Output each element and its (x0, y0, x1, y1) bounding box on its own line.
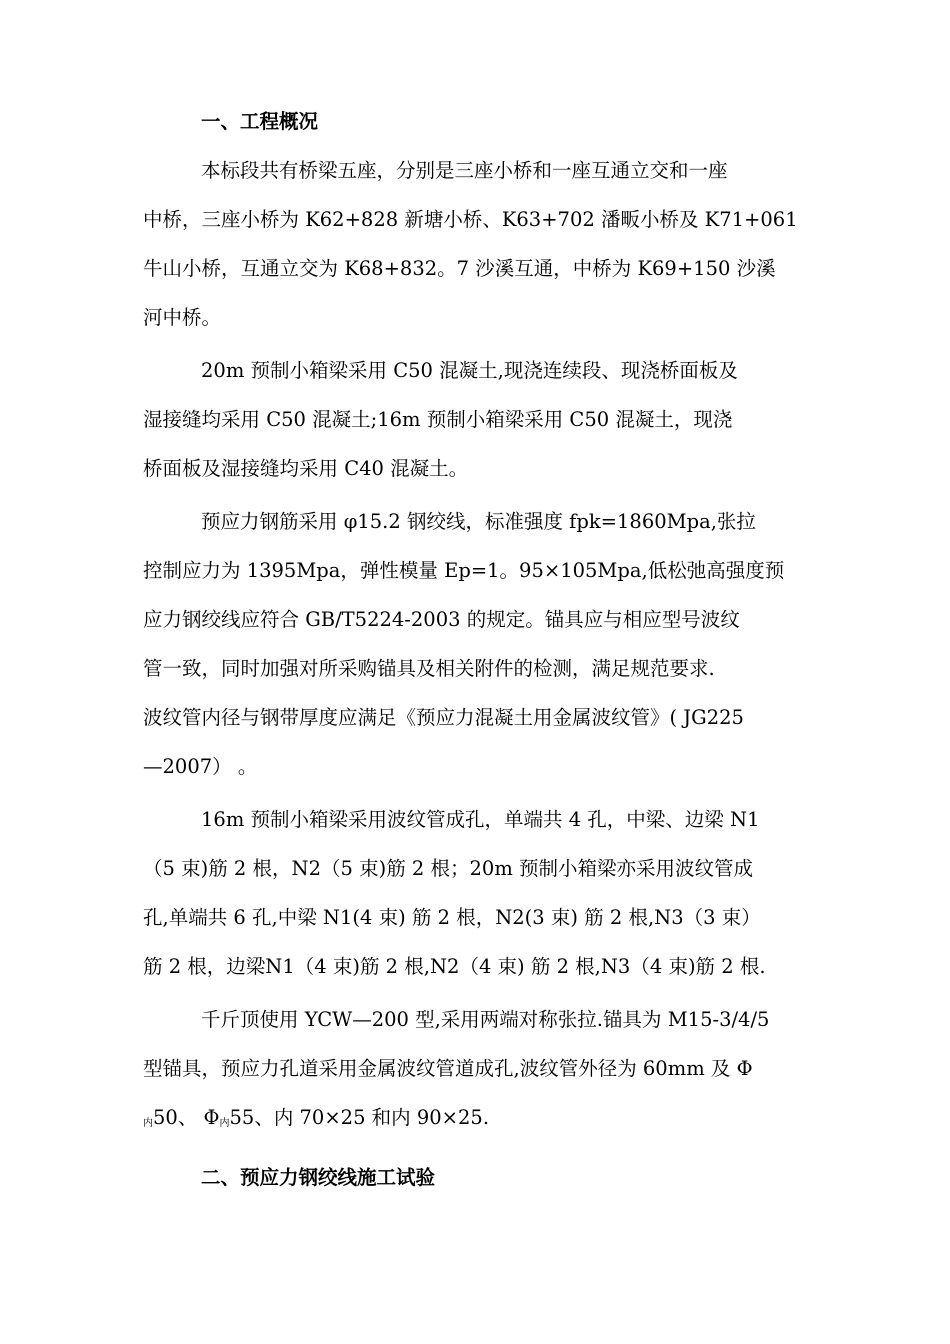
paragraph-ducts (143, 795, 808, 991)
text-line: 本标段共有桥梁五座，分别是三座小桥和一座互通立交和一座 (201, 159, 728, 182)
text-line: 预应力钢筋采用 φ15.2 钢绞线，标准强度 fpk=1860Mpa,张拉 (201, 510, 756, 533)
text-line: 20m 预制小箱梁采用 C50 混凝土,现浇连续段、现浇桥面板及 (201, 359, 738, 382)
text-line: 湿接缝均采用 C50 混凝土;16m 预制小箱梁采用 C50 混凝土，现浇 (143, 408, 733, 431)
section-heading-strand-test: 二、预应力钢绞线施工试验 (201, 1166, 436, 1189)
text-line: 型锚具，预应力孔道采用金属波纹管道成孔,波纹管外径为 60mm 及 Φ (143, 1057, 753, 1080)
text-line: 牛山小桥，互通立交为 K68+832。7 沙溪互通，中桥为 K69+150 沙溪 (143, 257, 776, 280)
section-heading-project-overview: 一、工程概况 (201, 110, 319, 133)
text-line: 16m 预制小箱梁采用波纹管成孔，单端共 4 孔，中梁、边梁 N1 (201, 808, 760, 831)
text-line: 千斤顶使用 YCW—200 型,采用两端对称张拉.锚具为 M15-3/4/5 (201, 1008, 770, 1031)
text-line: 孔,单端共 6 孔,中梁 N1(4 束) 筋 2 根，N2(3 束) 筋 2 根,N3（3 束） (143, 906, 761, 929)
paragraph-jack-anchors (143, 995, 808, 1142)
text-line: 桥面板及湿接缝均采用 C40 混凝土。 (143, 457, 469, 480)
subscript-inner: 内 (219, 1118, 230, 1129)
text-line: 河中桥。 (143, 306, 222, 329)
text-segment: 50、 Φ (153, 1106, 220, 1129)
paragraph-prestressing-steel (143, 497, 808, 791)
text-line (143, 1093, 808, 1142)
text-line: （5 束)筋 2 根，N2（5 束)筋 2 根；20m 预制小箱梁亦采用波纹管成 (143, 857, 754, 880)
document-page (143, 102, 808, 1198)
text-line: 应力钢绞线应符合 GB/T5224-2003 的规定。锚具应与相应型号波纹 (143, 608, 740, 631)
text-line: 筋 2 根，边梁N1（4 束)筋 2 根,N2（4 束) 筋 2 根,N3（4 束)筋 2 根. (143, 955, 766, 978)
text-line: 波纹管内径与钢带厚度应满足《预应力混凝土用金属波纹管》( JG225 (143, 706, 744, 729)
text-segment: 55、内 70×25 和内 90×25. (229, 1106, 490, 1129)
text-line: —2007） 。 (143, 755, 258, 778)
paragraph-concrete (143, 346, 808, 493)
text-line: 中桥，三座小桥为 K62+828 新塘小桥、K63+702 潘畈小桥及 K71+061 (143, 208, 798, 231)
subscript-inner: 内 (143, 1118, 153, 1129)
text-line: 管一致，同时加强对所采购锚具及相关附件的检测，满足规范要求. (143, 657, 715, 680)
text-line: 控制应力为 1395Mpa，弹性模量 Ep=1。95×105Mpa,低松弛高强度预 (143, 559, 785, 582)
paragraph-bridges (143, 146, 808, 342)
